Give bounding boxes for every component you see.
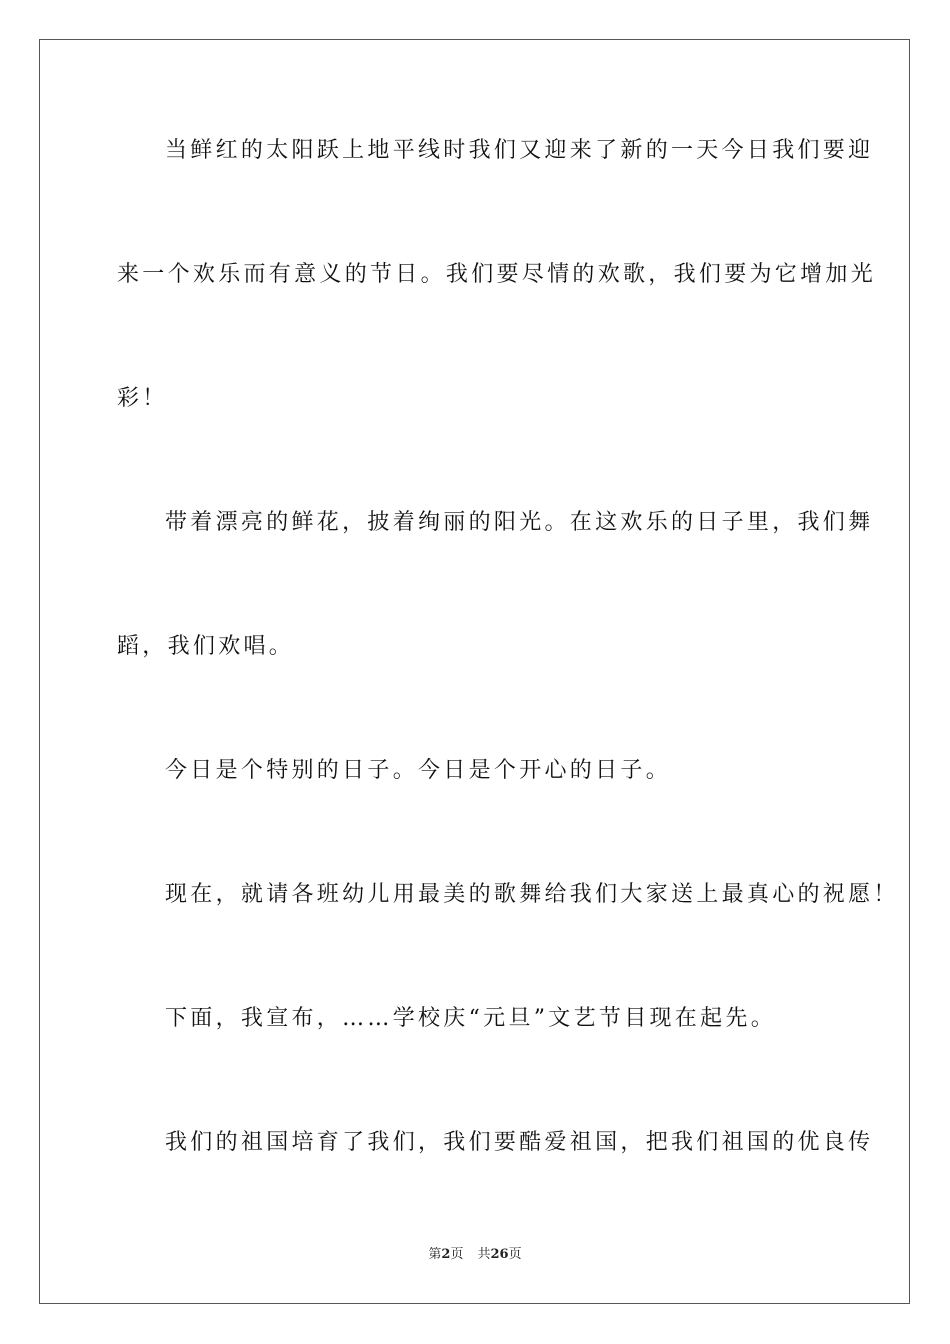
total-suffix: 页 [508, 1247, 522, 1262]
paragraph-line: 来一个欢乐而有意义的节日。我们要尽情的欢歌，我们要为它增加光 [117, 262, 877, 287]
paragraph-line: 彩！ [117, 386, 168, 411]
page-suffix: 页 [450, 1247, 464, 1262]
total-pages: 26 [490, 1247, 509, 1262]
paragraph-line: 带着漂亮的鲜花，披着绚丽的阳光。在这欢乐的日子里，我们舞 [165, 510, 874, 535]
page-border [39, 39, 910, 1304]
paragraph-line: 今日是个特别的日子。今日是个开心的日子。 [165, 758, 672, 783]
paragraph-line: 我们的祖国培育了我们，我们要酷爱祖国，把我们祖国的优良传 [165, 1130, 874, 1155]
paragraph-line: 现在，就请各班幼儿用最美的歌舞给我们大家送上最真心的祝愿！ [165, 882, 899, 907]
paragraph-line: 下面，我宣布，……学校庆“元旦”文艺节目现在起先。 [165, 1006, 776, 1031]
page-footer [0, 1247, 950, 1263]
page-number: 2 [441, 1247, 451, 1262]
page-prefix: 第 [428, 1247, 442, 1262]
paragraph-line: 当鲜红的太阳跃上地平线时我们又迎来了新的一天今日我们要迎 [165, 138, 874, 163]
paragraph-line: 蹈，我们欢唱。 [117, 634, 295, 659]
total-prefix: 共 [477, 1247, 491, 1262]
